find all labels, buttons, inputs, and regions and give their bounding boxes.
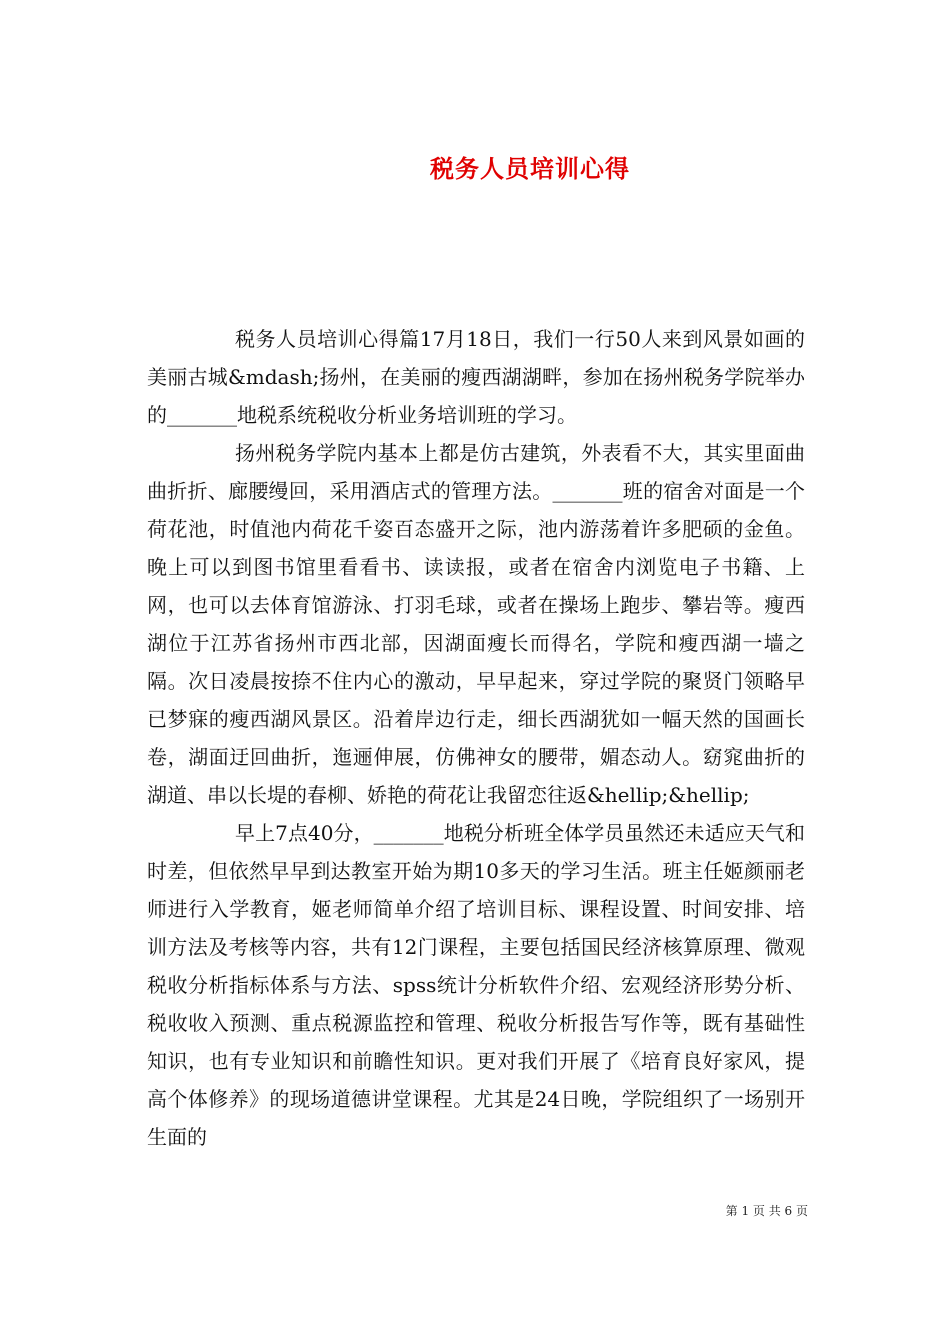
paragraph-study: 早上7点40分，_______地税分析班全体学员虽然还未适应天气和时差，但依然早早到达教室开始为期10多天的学习生活。班主任姬颜丽老师进行入学教育，姬老师简单介绍了培训目标、课程设置、时间安排、培训方法及考核等内容，共有12门课程，主要包括国民经济核算原理、微观税收分析指标体系与方法、spss统计分析软件介绍、宏观经济形势分析、税收收入预测、重点税源监控和管理、税收分析报告写作等，既有基础性知识，也有专业知识和前瞻性知识。更对我们开展了《培育良好家风，提高个体修养》的现场道德讲堂课程。尤其是24日晚，学院组织了一场别开生面的 bbox=[147, 821, 805, 1149]
paragraph-intro: 税务人员培训心得篇17月18日，我们一行50人来到风景如画的美丽古城&mdash;扬州，在美丽的瘦西湖湖畔，参加在扬州税务学院举办的_______地税系统税收分析业务培训班的学习。 bbox=[147, 327, 805, 427]
paragraph-campus: 扬州税务学院内基本上都是仿古建筑，外表看不大，其实里面曲曲折折、廊腰缦回，采用酒店式的管理方法。_______班的宿舍对面是一个荷花池，时值池内荷花千姿百态盛开之际，池内游荡着许多肥硕的金鱼。晚上可以到图书馆里看看书、读读报，或者在宿舍内浏览电子书籍、上网，也可以去体育馆游泳、打羽毛球，或者在操场上跑步、攀岩等。瘦西湖位于江苏省扬州市西北部，因湖面瘦长而得名，学院和瘦西湖一墙之隔。次日凌晨按捺不住内心的激动，早早起来，穿过学院的聚贤门领略早已梦寐的瘦西湖风景区。沿着岸边行走，细长西湖犹如一幅天然的国画长卷，湖面迂回曲折，迤逦伸展，仿佛神女的腰带，媚态动人。窈窕曲折的湖道、串以长堤的春柳、娇艳的荷花让我留恋往返&hellip;&hellip; bbox=[147, 441, 805, 807]
document-body bbox=[147, 320, 805, 1156]
document-title: 税务人员培训心得 bbox=[430, 154, 630, 184]
page-number: 第 1 页 共 6 页 bbox=[725, 1204, 808, 1218]
